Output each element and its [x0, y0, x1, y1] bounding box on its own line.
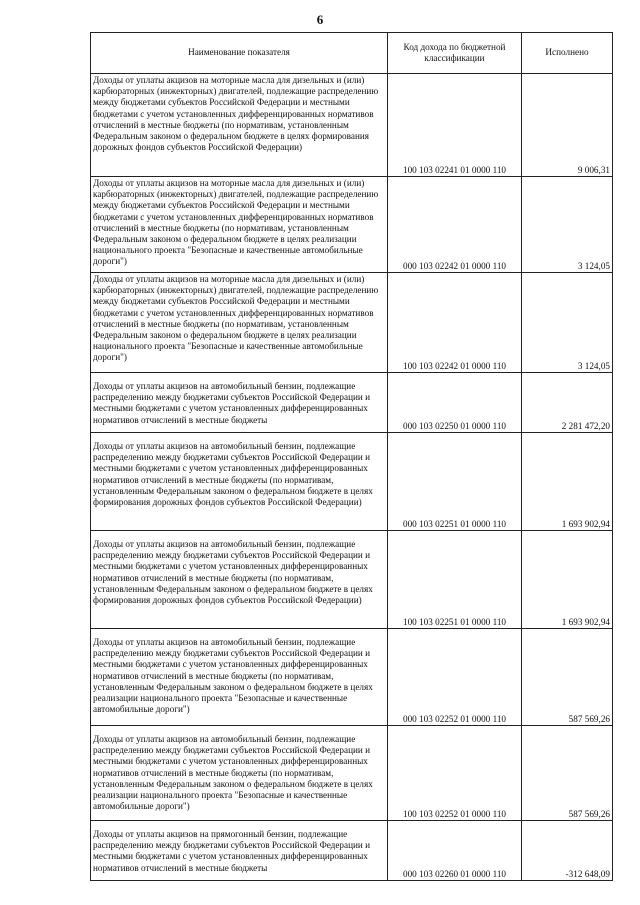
row-name: Доходы от уплаты акцизов на моторные масла для дизельных и (или) карбюраторных (инжекторных) двигателей, подлежащие распределению между бюджетами субъектов Российской Федерации и местными бюджетами с учетом установленных дифференцированных нормативов отчислений в местные бюджеты (по нормативам, установленным Федеральным законом о федеральном бюджете в целях реализации национального проекта "Безопасные и качественные автомобильные дороги")	[93, 178, 379, 267]
table-row	[91, 531, 613, 629]
row-executed: 1 693 902,94	[522, 433, 613, 531]
row-name-cell	[91, 177, 388, 273]
header-executed: Исполнено	[522, 33, 613, 74]
row-code: 100 103 02251 01 0000 110	[388, 531, 522, 629]
row-name: Доходы от уплаты акцизов на моторные масла для дизельных и (или) карбюраторных (инжекторных) двигателей, подлежащие распределению между бюджетами субъектов Российской Федерации и местными бюджетами с учетом установленных дифференцированных нормативов отчислений в местные бюджеты (по нормативам, установленным Федеральным законом о федеральном бюджете в целях реализации национального проекта "Безопасные и качественные автомобильные дороги")	[93, 274, 379, 363]
row-name: Доходы от уплаты акцизов на автомобильный бензин, подлежащие распределению между бюджетами субъектов Российской Федерации и местными бюджетами с учетом установленных дифференцированных нормативов отчислений в местные бюджеты	[93, 381, 371, 425]
row-name-cell	[91, 531, 388, 629]
row-executed: 3 124,05	[522, 273, 613, 373]
table-row	[91, 433, 613, 531]
table-row	[91, 177, 613, 273]
row-name: Доходы от уплаты акцизов на автомобильный бензин, подлежащие распределению между бюджетами субъектов Российской Федерации и местными бюджетами с учетом установленных дифференцированных нормативов отчислений в местные бюджеты (по нормативам, установленным Федеральным законом о федеральном бюджете в целях формирования дорожных фондов субъектов Российской Федерации)	[93, 539, 373, 606]
table-row	[91, 373, 613, 433]
row-code: 000 103 02260 01 0000 110	[388, 821, 522, 881]
row-name-cell	[91, 726, 388, 821]
row-code: 100 103 02252 01 0000 110	[388, 726, 522, 821]
row-code: 000 103 02242 01 0000 110	[388, 177, 522, 273]
header-name: Наименование показателя	[91, 33, 388, 74]
row-name-cell	[91, 74, 388, 177]
row-name: Доходы от уплаты акцизов на автомобильный бензин, подлежащие распределению между бюджетами субъектов Российской Федерации и местными бюджетами с учетом установленных дифференцированных нормативов отчислений в местные бюджеты (по нормативам, установленным Федеральным законом о федеральном бюджете в целях реализации национального проекта "Безопасные и качественные автомобильные дороги")	[93, 637, 373, 715]
row-executed: -312 648,09	[522, 821, 613, 881]
table-row	[91, 74, 613, 177]
row-name: Доходы от уплаты акцизов на моторные масла для дизельных и (или) карбюраторных (инжекторных) двигателей, подлежащие распределению между бюджетами субъектов Российской Федерации и местными бюджетами с учетом установленных дифференцированных нормативов отчислений в местные бюджеты (по нормативам, установленным Федеральным законом о федеральном бюджете в целях формирования дорожных фондов субъектов Российской Федерации)	[93, 75, 379, 153]
row-code: 100 103 02241 01 0000 110	[388, 74, 522, 177]
row-code: 000 103 02251 01 0000 110	[388, 433, 522, 531]
row-name-cell	[91, 629, 388, 726]
row-executed: 1 693 902,94	[522, 531, 613, 629]
table-header-row	[91, 33, 613, 74]
row-executed: 9 006,31	[522, 74, 613, 177]
row-executed: 587 569,26	[522, 726, 613, 821]
row-executed: 3 124,05	[522, 177, 613, 273]
row-name-cell	[91, 373, 388, 433]
row-name: Доходы от уплаты акцизов на автомобильный бензин, подлежащие распределению между бюджетами субъектов Российской Федерации и местными бюджетами с учетом установленных дифференцированных нормативов отчислений в местные бюджеты (по нормативам, установленным Федеральным законом о федеральном бюджете в целях формирования дорожных фондов субъектов Российской Федерации)	[93, 441, 373, 508]
row-name: Доходы от уплаты акцизов на прямогонный бензин, подлежащие распределению между бюджетами субъектов Российской Федерации и местными бюджетами с учетом установленных дифференцированных нормативов отчислений в местные бюджеты	[93, 829, 371, 873]
row-name-cell	[91, 821, 388, 881]
row-code: 000 103 02250 01 0000 110	[388, 373, 522, 433]
page-number: 6	[316, 12, 324, 27]
row-name-cell	[91, 273, 388, 373]
table-row	[91, 821, 613, 881]
row-code: 100 103 02242 01 0000 110	[388, 273, 522, 373]
row-code: 000 103 02252 01 0000 110	[388, 629, 522, 726]
table-row	[91, 273, 613, 373]
row-executed: 587 569,26	[522, 629, 613, 726]
header-code: Код дохода по бюджетной классификации	[388, 33, 522, 74]
row-name-cell	[91, 433, 388, 531]
row-executed: 2 281 472,20	[522, 373, 613, 433]
table-row	[91, 726, 613, 821]
table-row	[91, 629, 613, 726]
row-name: Доходы от уплаты акцизов на автомобильный бензин, подлежащие распределению между бюджетами субъектов Российской Федерации и местными бюджетами с учетом установленных дифференцированных нормативов отчислений в местные бюджеты (по нормативам, установленным Федеральным законом о федеральном бюджете в целях реализации национального проекта "Безопасные и качественные автомобильные дороги")	[93, 734, 373, 812]
revenue-table	[90, 32, 613, 881]
